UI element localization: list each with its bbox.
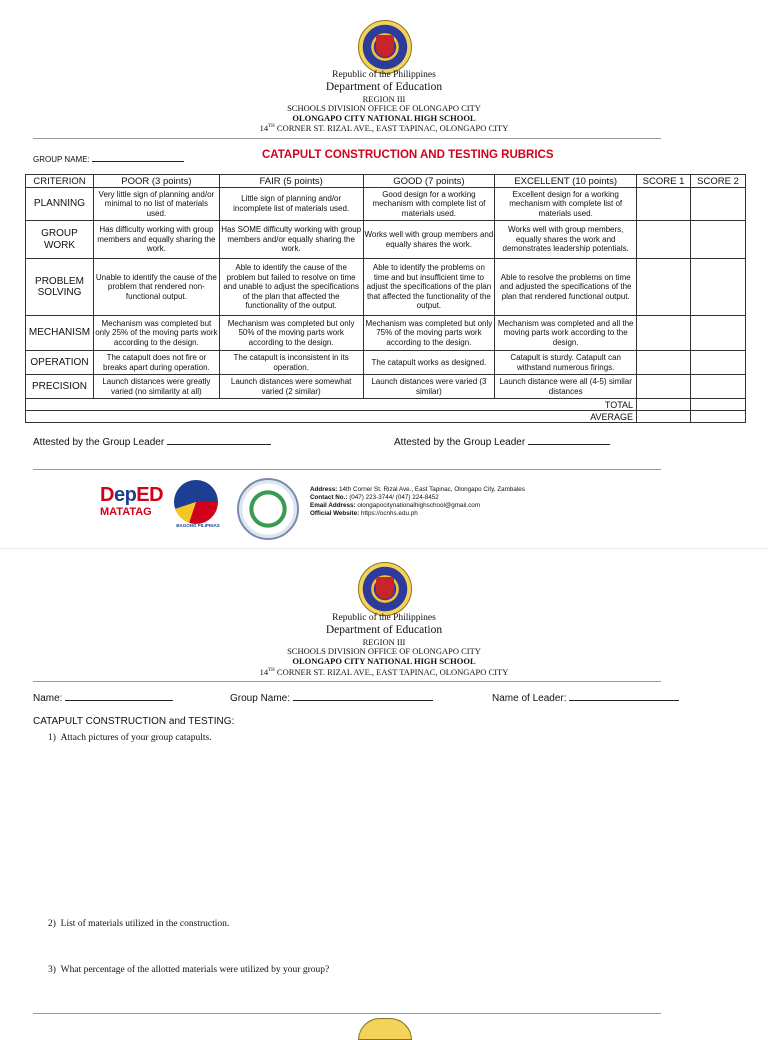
- col-excellent: EXCELLENT (10 points): [495, 175, 637, 188]
- poor-cell: The catapult does not fire or breaks apart during operation.: [93, 351, 219, 375]
- deped-logo: DepED MATATAG: [100, 484, 164, 518]
- fair-cell: Little sign of planning and/or incomplete list of materials used.: [219, 188, 363, 221]
- attest-right: Attested by the Group Leader: [394, 435, 610, 448]
- criterion-cell: PRECISION: [26, 375, 94, 399]
- score2-cell[interactable]: [691, 375, 746, 399]
- excellent-cell: Excellent design for a working mechanism with complete list of materials used.: [495, 188, 637, 221]
- footer-email: Email Address: olongapocitynationalhighschool@gmail.com: [310, 501, 480, 509]
- bagong-pilipinas-logo: [174, 480, 218, 524]
- leader-name-field: Name of Leader:: [492, 691, 679, 704]
- criterion-cell: PROBLEM SOLVING: [26, 259, 94, 316]
- total-score1-cell[interactable]: [637, 399, 691, 411]
- poor-cell: Unable to identify the cause of the problem that rendered non-functional output.: [93, 259, 219, 316]
- header-divider: [33, 681, 661, 682]
- deped-seal: [358, 562, 412, 616]
- table-row: [26, 188, 746, 221]
- footer-website: Official Website: https://ocnhs.edu.ph: [310, 509, 418, 517]
- average-score2-cell[interactable]: [691, 411, 746, 423]
- footer-contact-block: [310, 486, 525, 517]
- score2-cell[interactable]: [691, 188, 746, 221]
- table-row: [26, 259, 746, 316]
- deped-seal: [358, 20, 412, 74]
- header-region: REGION III: [362, 94, 406, 104]
- header-school: OLONGAPO CITY NATIONAL HIGH SCHOOL: [292, 113, 476, 123]
- table-row: [26, 316, 746, 351]
- score1-cell[interactable]: [637, 221, 691, 259]
- criterion-cell: GROUP WORK: [26, 221, 94, 259]
- group-name-field: GROUP NAME:: [33, 152, 184, 164]
- header-division: SCHOOLS DIVISION OFFICE OF OLONGAPO CITY: [287, 646, 481, 656]
- good-cell: The catapult works as designed.: [363, 351, 495, 375]
- col-poor: POOR (3 points): [93, 175, 219, 188]
- col-good: GOOD (7 points): [363, 175, 495, 188]
- header-republic: Republic of the Philippines: [332, 70, 436, 80]
- deped-seal: [358, 1018, 412, 1040]
- score2-cell[interactable]: [691, 221, 746, 259]
- table-row: [26, 351, 746, 375]
- header-department: Department of Education: [325, 624, 443, 636]
- poor-cell: Mechanism was completed but only 25% of the moving parts work according to the design.: [93, 316, 219, 351]
- total-label: TOTAL: [26, 399, 637, 411]
- fair-cell: The catapult is inconsistent in its operation.: [219, 351, 363, 375]
- school-seal: [237, 478, 299, 540]
- col-score1: SCORE 1: [637, 175, 691, 188]
- col-score2: SCORE 2: [691, 175, 746, 188]
- score2-cell[interactable]: [691, 351, 746, 375]
- table-row: [26, 221, 746, 259]
- fair-cell: Able to identify the cause of the problem but failed to resolve on time and unable to adjust the specifications of the plan that affected the functionality of the output.: [219, 259, 363, 316]
- question-item: 3) What percentage of the allotted materials were utilized by your group?: [48, 965, 330, 975]
- question-item: 2) List of materials utilized in the construction.: [48, 919, 230, 929]
- score2-cell[interactable]: [691, 259, 746, 316]
- page-break: [0, 548, 768, 549]
- poor-cell: Has difficulty working with group members and equally sharing the work.: [93, 221, 219, 259]
- score1-cell[interactable]: [637, 351, 691, 375]
- col-fair: FAIR (5 points): [219, 175, 363, 188]
- header-school: OLONGAPO CITY NATIONAL HIGH SCHOOL: [292, 656, 476, 666]
- total-score2-cell[interactable]: [691, 399, 746, 411]
- rubric-header-row: [26, 175, 746, 188]
- header-address: 14TH CORNER ST. RIZAL AVE., EAST TAPINAC, OLONGAPO CITY: [259, 123, 509, 133]
- excellent-cell: Launch distance were all (4-5) similar distances: [495, 375, 637, 399]
- fair-cell: Launch distances were somewhat varied (2 similar): [219, 375, 363, 399]
- attest-left: Attested by the Group Leader: [33, 435, 271, 448]
- footer-divider: [33, 469, 661, 470]
- poor-cell: Very little sign of planning and/or minimal to no list of materials used.: [93, 188, 219, 221]
- name-field: Name:: [33, 691, 173, 704]
- footer-contact: Contact No.: (047) 223-3744/ (047) 224-8452: [310, 493, 439, 501]
- poor-cell: Launch distances were greatly varied (no similarity at all): [93, 375, 219, 399]
- rubric-table: [25, 174, 746, 423]
- score1-cell[interactable]: [637, 375, 691, 399]
- header-division: SCHOOLS DIVISION OFFICE OF OLONGAPO CITY: [287, 103, 481, 113]
- header-republic: Republic of the Philippines: [332, 613, 436, 623]
- score1-cell[interactable]: [637, 188, 691, 221]
- group-name-field-2: Group Name:: [230, 691, 433, 704]
- excellent-cell: Mechanism was completed and all the moving parts work according to the design.: [495, 316, 637, 351]
- score1-cell[interactable]: [637, 316, 691, 351]
- good-cell: Able to identify the problems on time and but insufficient time to adjust the specifications of the plan that affected the functionality of the output.: [363, 259, 495, 316]
- bagong-pilipinas-text: BAGONG PILIPINAS: [176, 523, 220, 528]
- good-cell: Mechanism was completed but only 75% of the moving parts work according to the design.: [363, 316, 495, 351]
- header-department: Department of Education: [325, 81, 443, 93]
- section-title: CATAPULT CONSTRUCTION and TESTING:: [33, 716, 235, 727]
- good-cell: Good design for a working mechanism with complete list of materials used.: [363, 188, 495, 221]
- average-row: [26, 411, 746, 423]
- score2-cell[interactable]: [691, 316, 746, 351]
- footer-divider: [33, 1013, 661, 1014]
- excellent-cell: Able to resolve the problems on time and adjusted the specifications of the plan that rendered functional output.: [495, 259, 637, 316]
- footer-address: Address: 14th Corner St. Rizal Ave., East Tapinac, Olongapo City, Zambales: [310, 486, 525, 493]
- fair-cell: Has SOME difficulty working with group members and/or equally sharing the work.: [219, 221, 363, 259]
- criterion-cell: PLANNING: [26, 188, 94, 221]
- excellent-cell: Catapult is sturdy. Catapult can withstand numerous firings.: [495, 351, 637, 375]
- criterion-cell: MECHANISM: [26, 316, 94, 351]
- score1-cell[interactable]: [637, 259, 691, 316]
- table-row: [26, 375, 746, 399]
- header-region: REGION III: [362, 637, 406, 647]
- rubric-title: CATAPULT CONSTRUCTION AND TESTING RUBRICS: [262, 149, 554, 161]
- question-item: 1) Attach pictures of your group catapults.: [48, 733, 212, 743]
- total-row: [26, 399, 746, 411]
- header-address: 14TH CORNER ST. RIZAL AVE., EAST TAPINAC, OLONGAPO CITY: [259, 667, 509, 677]
- good-cell: Works well with group members and equally shares the work.: [363, 221, 495, 259]
- good-cell: Launch distances were varied (3 similar): [363, 375, 495, 399]
- header-divider: [33, 138, 661, 139]
- excellent-cell: Works well with group members, equally shares the work and demonstrates leadership potentials.: [495, 221, 637, 259]
- col-criterion: CRITERION: [26, 175, 94, 188]
- fair-cell: Mechanism was completed but only 50% of the moving parts work according to the design.: [219, 316, 363, 351]
- criterion-cell: OPERATION: [26, 351, 94, 375]
- average-label: AVERAGE: [26, 411, 637, 423]
- average-score1-cell[interactable]: [637, 411, 691, 423]
